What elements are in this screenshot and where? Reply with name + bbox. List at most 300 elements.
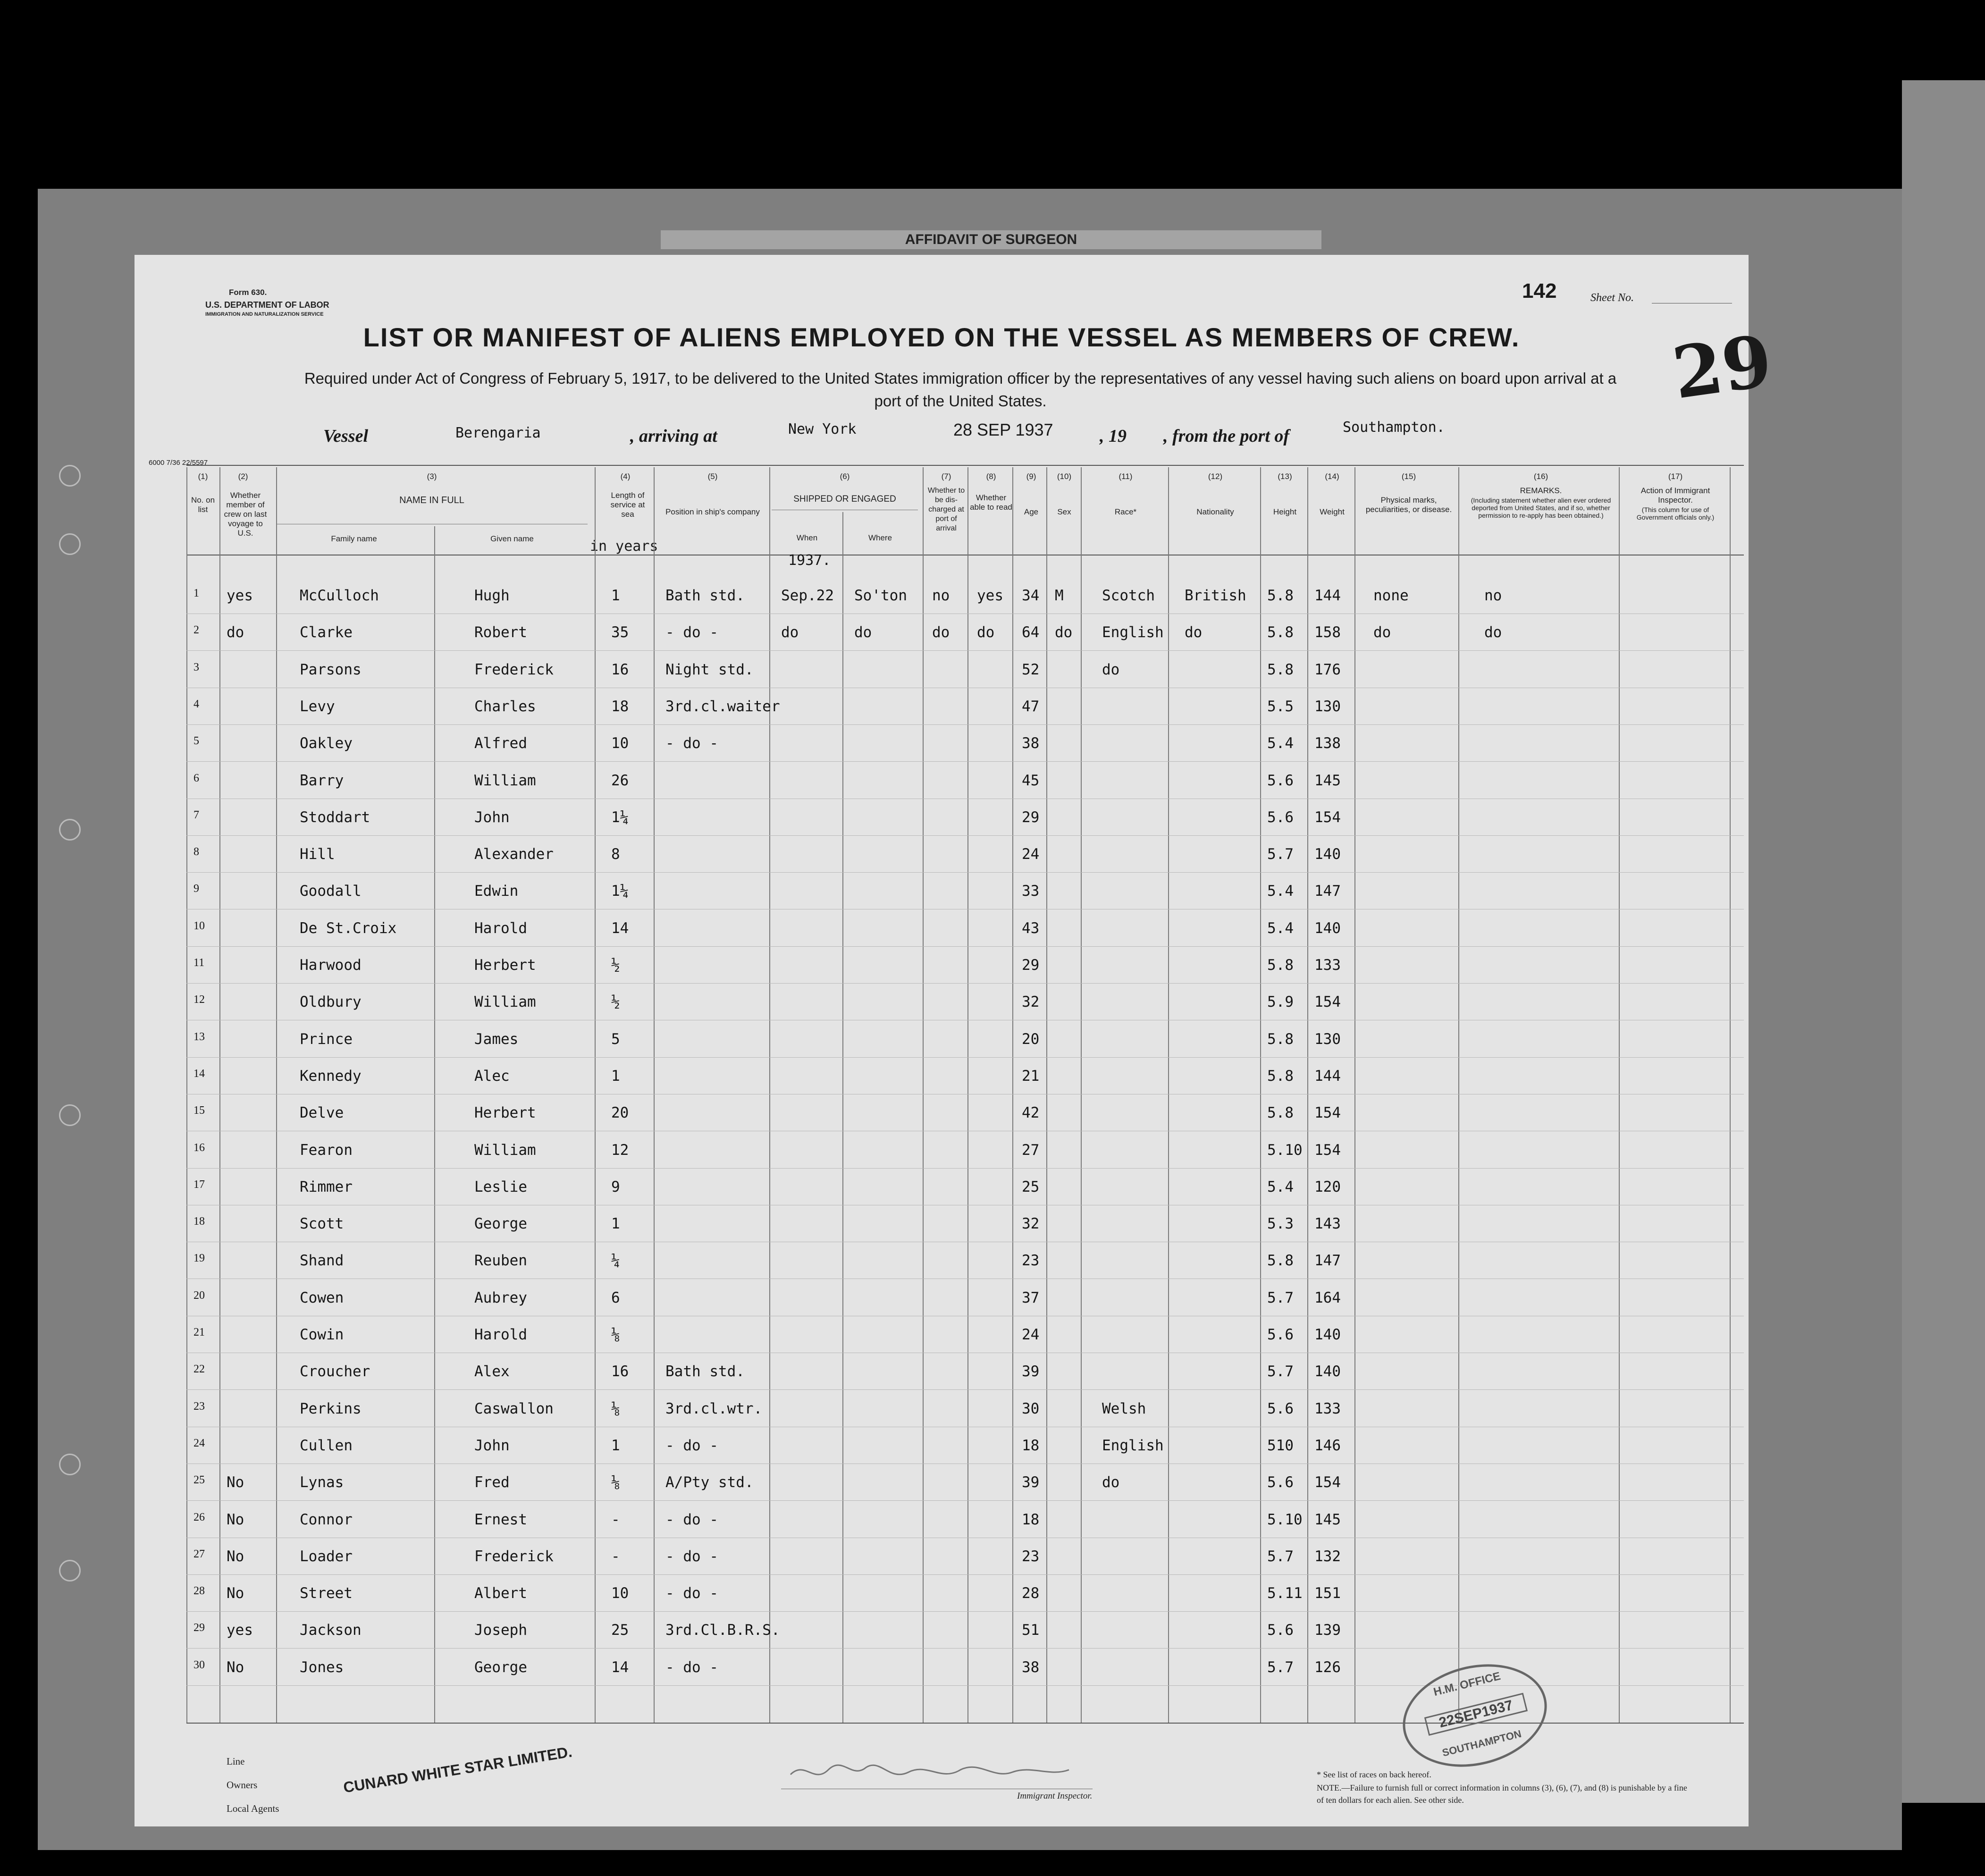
header-remarks: REMARKS. [1520,486,1562,495]
given-name-cell: Aubrey [474,1289,527,1306]
row-number: 4 [193,698,199,710]
header-nationality: Nationality [1196,507,1234,516]
weight-cell: 140 [1314,846,1341,863]
weight-cell: 140 [1314,1326,1341,1343]
manifest-sheet [135,255,1777,1826]
height-cell: 5.8 [1267,957,1294,974]
height-cell: 5.4 [1267,883,1294,900]
header-length-of-service: Length of service at sea [610,491,645,519]
header-age: Age [1024,507,1039,516]
service-length-cell: 1¼ [611,883,629,900]
height-cell: 5.9 [1267,993,1294,1011]
col-num: (1) [198,472,208,481]
given-name-cell: William [474,1141,536,1159]
col-num: (9) [1026,472,1036,481]
header-where: Where [868,533,892,542]
height-cell: 5.8 [1267,1104,1294,1122]
table-row-rule [186,761,1744,762]
family-name-cell: Clarke [300,624,353,641]
given-name-cell: Alfred [474,735,527,752]
age-cell: 51 [1022,1622,1040,1639]
race-cell: Scotch [1102,587,1155,604]
family-name-cell: Oldbury [300,993,362,1011]
family-name-cell: Street [300,1585,353,1602]
service-length-cell: 16 [611,1363,629,1380]
col-num: (11) [1119,472,1133,481]
weight-cell: 154 [1314,993,1341,1011]
family-name-cell: Perkins [300,1400,362,1417]
position-cell: 3rd.Cl.B.R.S. [665,1622,780,1639]
sex-cell: M [1055,587,1064,604]
table-row-rule [186,650,1744,651]
col-num: (13) [1278,472,1292,481]
header-name-in-full: NAME IN FULL [399,495,464,505]
member-cell: No [227,1548,244,1565]
height-cell: 5.10 [1267,1511,1303,1528]
col-num: (5) [707,472,718,481]
office-stamp [1392,1650,1558,1782]
service-length-cell: 20 [611,1104,629,1122]
header-action: Action of Immigrant Inspector. [1640,486,1710,505]
year-written: 1937. [788,552,831,569]
row-number: 2 [193,624,199,637]
table-row-rule [186,983,1744,984]
height-cell: 5.4 [1267,735,1294,752]
position-cell: Bath std. [665,1363,745,1380]
table-top-rule [186,465,1744,466]
weight-cell: 132 [1314,1548,1341,1565]
from-port-label: , from the port of [1163,426,1290,446]
height-cell: 510 [1267,1437,1294,1454]
given-name-cell: Ernest [474,1511,527,1528]
family-name-cell: Croucher [300,1363,370,1380]
header-no-on-list: No. on list [191,496,215,514]
family-name-cell: Barry [300,772,344,789]
backing-sheet [1902,80,1985,1803]
col-num: (3) [427,472,437,481]
shipped-where-cell: do [854,624,872,641]
sheet-label: Sheet No. [1590,292,1634,304]
height-cell: 5.8 [1267,1030,1294,1048]
service-length-cell: 25 [611,1622,629,1639]
service-length-cell: 9 [611,1178,620,1195]
height-cell: 5.6 [1267,772,1294,789]
age-cell: 52 [1022,661,1040,678]
position-cell: - do - [665,1658,718,1676]
age-cell: 43 [1022,919,1040,937]
header-member-last-voyage: Whether member of crew on last voyage to U.S. [224,491,267,538]
age-cell: 29 [1022,808,1040,826]
age-cell: 20 [1022,1030,1040,1048]
shipped-when-cell: do [781,624,799,641]
position-cell: - do - [665,1437,718,1454]
remarks-cell: do [1484,624,1502,641]
table-row-rule [186,1057,1744,1058]
col-num: (10) [1057,472,1072,481]
age-cell: 47 [1022,698,1040,715]
col-num: (16) [1533,472,1548,481]
weight-cell: 120 [1314,1178,1341,1195]
height-cell: 5.3 [1267,1215,1294,1233]
age-cell: 38 [1022,735,1040,752]
given-name-cell: Herbert [474,957,536,974]
weight-cell: 133 [1314,1400,1341,1417]
age-cell: 27 [1022,1141,1040,1159]
company-stamp: CUNARD WHITE STAR LIMITED. [342,1743,573,1796]
family-name-cell: Lynas [300,1474,344,1491]
service-length-cell: ⅛ [611,1474,620,1491]
given-name-cell: Leslie [474,1178,527,1195]
row-number: 25 [193,1474,205,1487]
age-cell: 24 [1022,846,1040,863]
age-cell: 30 [1022,1400,1040,1417]
header-shipped-or-engaged: SHIPPED OR ENGAGED [793,494,896,504]
physical-marks-cell: none [1373,587,1409,604]
given-name-cell: William [474,772,536,789]
nationality-cell: British [1185,587,1246,604]
family-name-cell: Cowen [300,1289,344,1306]
row-number: 28 [193,1585,205,1598]
age-cell: 18 [1022,1511,1040,1528]
height-cell: 5.7 [1267,1658,1294,1676]
family-name-cell: Jones [300,1658,344,1676]
row-number: 14 [193,1067,205,1080]
table-row-rule [186,1168,1744,1169]
row-number: 17 [193,1178,205,1191]
position-cell: - do - [665,1548,718,1565]
nationality-cell: do [1185,624,1203,641]
service-length-cell: - [611,1548,620,1565]
family-name-cell: Parsons [300,661,362,678]
discharged-cell: no [932,587,950,604]
height-cell: 5.4 [1267,919,1294,937]
col-num: (14) [1325,472,1339,481]
service-length-cell: 10 [611,1585,629,1602]
vessel-label: Vessel [323,426,368,446]
weight-cell: 154 [1314,1474,1341,1491]
height-cell: 5.7 [1267,846,1294,863]
sheet-number: 142 [1522,279,1557,303]
header-remarks-note: (Including statement whether alien ever ordered deported from United States, and if so, whether permission to re-apply has been obtained.) [1471,496,1611,519]
line-label: Line [227,1756,245,1767]
age-cell: 21 [1022,1067,1040,1085]
arrival-date-stamp: 28 SEP 1937 [953,420,1053,439]
position-cell: - do - [665,624,718,641]
family-name-cell: Connor [300,1511,353,1528]
sex-cell: do [1055,624,1073,641]
height-cell: 5.8 [1267,1252,1294,1270]
family-name-cell: Delve [300,1104,344,1122]
affidavit-heading: AFFIDAVIT OF SURGEON [661,230,1321,249]
service-length-cell: 35 [611,624,629,641]
age-cell: 39 [1022,1474,1040,1491]
row-number: 1 [193,587,199,599]
margin-code: 6000 7/36 22/5597 [149,459,208,467]
able-to-read-cell: do [977,624,995,641]
member-cell: do [227,624,244,641]
age-cell: 18 [1022,1437,1040,1454]
header-when: When [796,533,818,542]
age-cell: 64 [1022,624,1040,641]
weight-cell: 154 [1314,808,1341,826]
position-cell: - do - [665,1585,718,1602]
col-num: (17) [1668,472,1683,481]
inspector-label: Immigrant Inspector. [1017,1791,1093,1801]
position-cell: 3rd.cl.waiter [665,698,780,715]
race-cell: do [1102,1474,1120,1491]
row-number: 20 [193,1289,205,1302]
given-name-cell: Frederick [474,1548,554,1565]
age-cell: 39 [1022,1363,1040,1380]
table-row-rule [186,1648,1744,1649]
row-number: 6 [193,772,199,784]
family-name-cell: Cowin [300,1326,344,1343]
height-cell: 5.7 [1267,1289,1294,1306]
vessel-name: Berengaria [455,425,541,441]
family-name-cell: Levy [300,698,335,715]
height-cell: 5.6 [1267,1400,1294,1417]
height-cell: 5.6 [1267,808,1294,826]
header-discharged: Whether to be dis-charged at port of arrival [927,487,965,532]
table-row-rule [186,1574,1744,1575]
height-cell: 5.6 [1267,1622,1294,1639]
given-name-cell: John [474,1437,510,1454]
height-cell: 5.8 [1267,587,1294,604]
given-name-cell: Alexander [474,846,554,863]
arriving-label: , arriving at [630,426,717,446]
weight-cell: 147 [1314,1252,1341,1270]
family-name-cell: Prince [300,1030,353,1048]
weight-cell: 140 [1314,1363,1341,1380]
owners-label: Owners [227,1779,258,1791]
family-name-cell: Rimmer [300,1178,353,1195]
race-cell: English [1102,1437,1164,1454]
given-name-cell: Charles [474,698,536,715]
age-cell: 33 [1022,883,1040,900]
row-number: 18 [193,1215,205,1228]
family-name-cell: Jackson [300,1622,362,1639]
position-cell: - do - [665,735,718,752]
weight-cell: 144 [1314,587,1341,604]
given-name-cell: Hugh [474,587,510,604]
service-length-cell: 5 [611,1030,620,1048]
manifest-title: LIST OR MANIFEST OF ALIENS EMPLOYED ON THE VESSEL AS MEMBERS OF CREW. [363,322,1520,352]
age-cell: 34 [1022,587,1040,604]
family-name-cell: Loader [300,1548,353,1565]
department-name: U.S. DEPARTMENT OF LABOR [205,300,329,310]
row-number: 21 [193,1326,205,1338]
row-number: 26 [193,1511,205,1523]
local-agents-label: Local Agents [227,1803,279,1814]
age-cell: 29 [1022,957,1040,974]
row-number: 8 [193,846,199,858]
weight-cell: 176 [1314,661,1341,678]
weight-cell: 145 [1314,772,1341,789]
age-cell: 23 [1022,1252,1040,1270]
arriving-port: New York [788,421,857,437]
service-length-cell: 12 [611,1141,629,1159]
height-cell: 5.6 [1267,1474,1294,1491]
races-note: * See list of races on back hereof. [1317,1770,1431,1779]
age-cell: 32 [1022,1215,1040,1233]
given-name-cell: Albert [474,1585,527,1602]
header-able-to-read: Whether able to read [970,493,1012,512]
service-length-cell: 18 [611,698,629,715]
member-cell: yes [227,587,253,604]
family-name-cell: Hill [300,846,335,863]
height-cell: 5.11 [1267,1585,1303,1602]
height-cell: 5.10 [1267,1141,1303,1159]
given-name-cell: Alex [474,1363,510,1380]
table-row-rule [186,1389,1744,1390]
header-race: Race* [1114,507,1137,516]
given-name-cell: Reuben [474,1252,527,1270]
departure-port: Southampton. [1343,419,1445,436]
height-cell: 5.5 [1267,698,1294,715]
service-length-cell: ¼ [611,1252,620,1270]
weight-cell: 144 [1314,1067,1341,1085]
year-label: , 19 [1100,426,1127,446]
given-name-cell: Alec [474,1067,510,1085]
table-row-rule [186,946,1744,947]
position-cell: A/Pty std. [665,1474,754,1491]
given-name-cell: Frederick [474,661,554,678]
remarks-cell: no [1484,587,1502,604]
given-name-cell: Fred [474,1474,510,1491]
table-row-rule [186,1611,1744,1612]
weight-cell: 154 [1314,1104,1341,1122]
member-cell: No [227,1585,244,1602]
member-cell: No [227,1511,244,1528]
position-cell: Bath std. [665,587,745,604]
family-name-cell: Stoddart [300,808,370,826]
height-cell: 5.8 [1267,661,1294,678]
row-number: 22 [193,1363,205,1376]
header-position: Position in ship's company [665,507,760,516]
height-cell: 5.7 [1267,1548,1294,1565]
header-sex: Sex [1057,507,1071,516]
family-name-cell: De St.Croix [300,919,397,937]
manifest-subtitle: Required under Act of Congress of February 5, 1917, to be delivered to the United States immigration officer by the representatives of any vessel having such aliens on board upon arrival at a port of the United States. [304,370,1617,410]
family-name-cell: Oakley [300,735,353,752]
given-name-cell: George [474,1215,527,1233]
inspector-signature [786,1756,1093,1789]
position-cell: - do - [665,1511,718,1528]
service-length-cell: 14 [611,1658,629,1676]
row-number: 7 [193,808,199,821]
able-to-read-cell: yes [977,587,1003,604]
service-length-cell: 1 [611,1437,620,1454]
col-num: (7) [941,472,951,481]
stamp-date: 22SEP1937 [1424,1693,1528,1736]
member-cell: No [227,1658,244,1676]
col-num: (12) [1208,472,1223,481]
row-number: 13 [193,1030,205,1043]
stamp-bottom: SOUTHAMPTON [1441,1727,1523,1759]
given-name-cell: Joseph [474,1622,527,1639]
service-length-cell: 1 [611,1215,620,1233]
age-cell: 23 [1022,1548,1040,1565]
col-num: (15) [1401,472,1416,481]
service-length-cell: 16 [611,661,629,678]
race-cell: do [1102,661,1120,678]
weight-cell: 133 [1314,957,1341,974]
age-cell: 38 [1022,1658,1040,1676]
penalty-note: NOTE.—Failure to furnish full or correct information in columns (3), (6), (7), and (8) is punishable by a fine of ten dollars for each alien. See other side. [1317,1783,1687,1805]
position-cell: Night std. [665,661,754,678]
race-cell: English [1102,624,1164,641]
row-number: 3 [193,661,199,673]
position-cell: 3rd.cl.wtr. [665,1400,763,1417]
height-cell: 5.6 [1267,1326,1294,1343]
row-number: 19 [193,1252,205,1265]
shipped-when-cell: Sep.22 [781,587,834,604]
height-cell: 5.8 [1267,624,1294,641]
age-cell: 28 [1022,1585,1040,1602]
family-name-cell: Shand [300,1252,344,1270]
row-number: 15 [193,1104,205,1117]
weight-cell: 164 [1314,1289,1341,1306]
member-cell: No [227,1474,244,1491]
age-cell: 25 [1022,1178,1040,1195]
given-name-cell: Harold [474,919,527,937]
height-cell: 5.7 [1267,1363,1294,1380]
shipped-where-cell: So'ton [854,587,907,604]
height-cell: 5.4 [1267,1178,1294,1195]
header-weight: Weight [1320,507,1345,516]
given-name-cell: William [474,993,536,1011]
age-cell: 42 [1022,1104,1040,1122]
col-num: (6) [840,472,850,481]
race-cell: Welsh [1102,1400,1146,1417]
col-num: (8) [986,472,996,481]
given-name-cell: James [474,1030,519,1048]
family-name-cell: Cullen [300,1437,353,1454]
row-number: 24 [193,1437,205,1449]
weight-cell: 145 [1314,1511,1341,1528]
service-length-cell: 1¼ [611,808,629,826]
height-cell: 5.8 [1267,1067,1294,1085]
table-row-rule [186,1500,1744,1501]
service-length-cell: 14 [611,919,629,937]
family-name-cell: Kennedy [300,1067,362,1085]
family-name-cell: McCulloch [300,587,379,604]
service-length-cell: ½ [611,993,620,1011]
header-physical-marks: Physical marks, peculiarities, or disease. [1365,496,1452,514]
member-cell: yes [227,1622,253,1639]
header-given-name: Given name [490,534,534,543]
row-number: 29 [193,1622,205,1634]
service-name: IMMIGRATION AND NATURALIZATION SERVICE [205,311,324,317]
age-cell: 37 [1022,1289,1040,1306]
header-height: Height [1273,507,1297,516]
weight-cell: 130 [1314,698,1341,715]
row-number: 5 [193,735,199,748]
family-name-cell: Goodall [300,883,362,900]
service-length-cell: 8 [611,846,620,863]
table-row-rule [186,872,1744,873]
col-num: (2) [238,472,248,481]
weight-cell: 139 [1314,1622,1341,1639]
given-name-cell: Harold [474,1326,527,1343]
weight-cell: 130 [1314,1030,1341,1048]
given-name-cell: Robert [474,624,527,641]
discharged-cell: do [932,624,950,641]
col-num: (4) [620,472,631,481]
table-row-rule [186,835,1744,836]
family-name-cell: Scott [300,1215,344,1233]
weight-cell: 140 [1314,919,1341,937]
